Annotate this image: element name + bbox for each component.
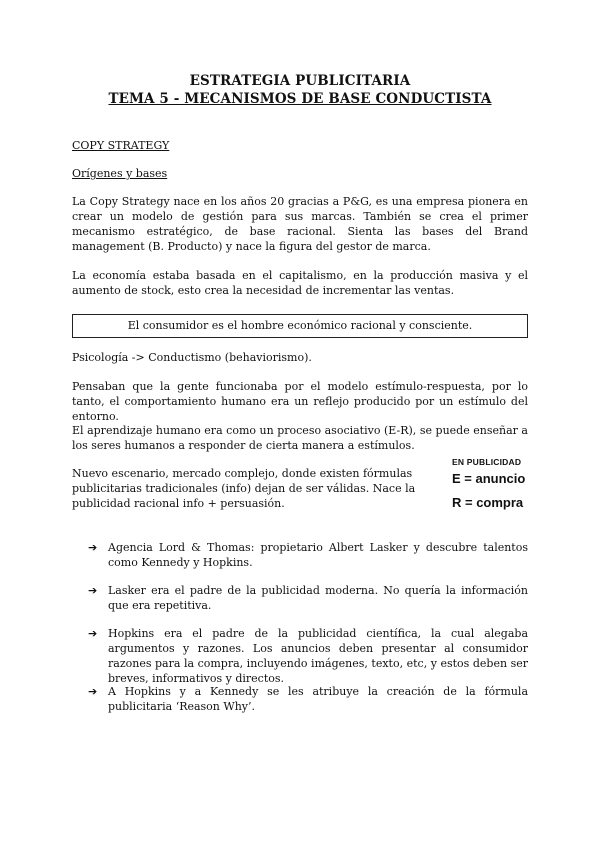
boxed-statement: El consumidor es el hombre económico racional y consciente. [72,314,528,338]
publicidad-heading: EN PUBLICIDAD [452,457,522,467]
list-item-text: Lasker era el padre de la publicidad moderna. No quería la información que era repetitiva. [108,584,528,612]
publicidad-e-line: E = anuncio [452,471,526,486]
arrow-icon: ➔ [88,584,98,597]
arrow-icon: ➔ [88,685,98,698]
document-title: ESTRATEGIA PUBLICITARIA [189,73,411,89]
paragraph-aprendizaje: El aprendizaje humano era como un proceso asociativo (E-R), se puede enseñar a los seres humanos a responder de cierta manera a estímulos. [72,424,528,452]
list-item-text: Agencia Lord & Thomas: propietario Albert Lasker y descubre talentos como Kennedy y Hopkins. [108,541,528,569]
arrow-icon: ➔ [88,541,98,554]
section-heading: COPY STRATEGY [72,139,170,152]
paragraph-estimulo-respuesta: Pensaban que la gente funcionaba por el modelo estímulo-respuesta, por lo tanto, el comportamiento humano era un reflejo producido por un estímulo del entorno. [72,380,528,423]
paragraph-economia: La economía estaba basada en el capitalismo, en la producción masiva y el aumento de stock, esto crea la necesidad de incrementar las ventas. [72,269,528,297]
paragraph-copy-strategy: La Copy Strategy nace en los años 20 gracias a P&G, es una empresa pionera en crear un modelo de gestión para sus marcas. También se crea el primer mecanismo estratégico, de base racional. Sienta las bases del Brand management (B. Producto) y nace la figura del gestor de marca. [72,195,528,253]
paragraph-nuevo-escenario: Nuevo escenario, mercado complejo, donde existen fórmulas publicitarias tradicionales (info) dejan de ser válidas. Nace la publicidad racional info + persuasión. [72,467,416,510]
section-subheading: Orígenes y bases [72,167,168,180]
paragraph-psicologia: Psicología -> Conductismo (behaviorismo). [72,351,312,364]
list-item-text: Hopkins era el padre de la publicidad científica, la cual alegaba argumentos y razones. Los anuncios deben presentar al consumidor razones para la compra, incluyendo imágenes, texto, etc, y estos deben ser breves, informativos y directos. [108,627,528,685]
document-subtitle: TEMA 5 - MECANISMOS DE BASE CONDUCTISTA [108,91,492,107]
publicidad-r-line: R = compra [452,495,524,510]
arrow-icon: ➔ [88,627,98,640]
list-item-text: A Hopkins y a Kennedy se les atribuye la creación de la fórmula publicitaria ‘Reason Why’. [108,685,528,713]
